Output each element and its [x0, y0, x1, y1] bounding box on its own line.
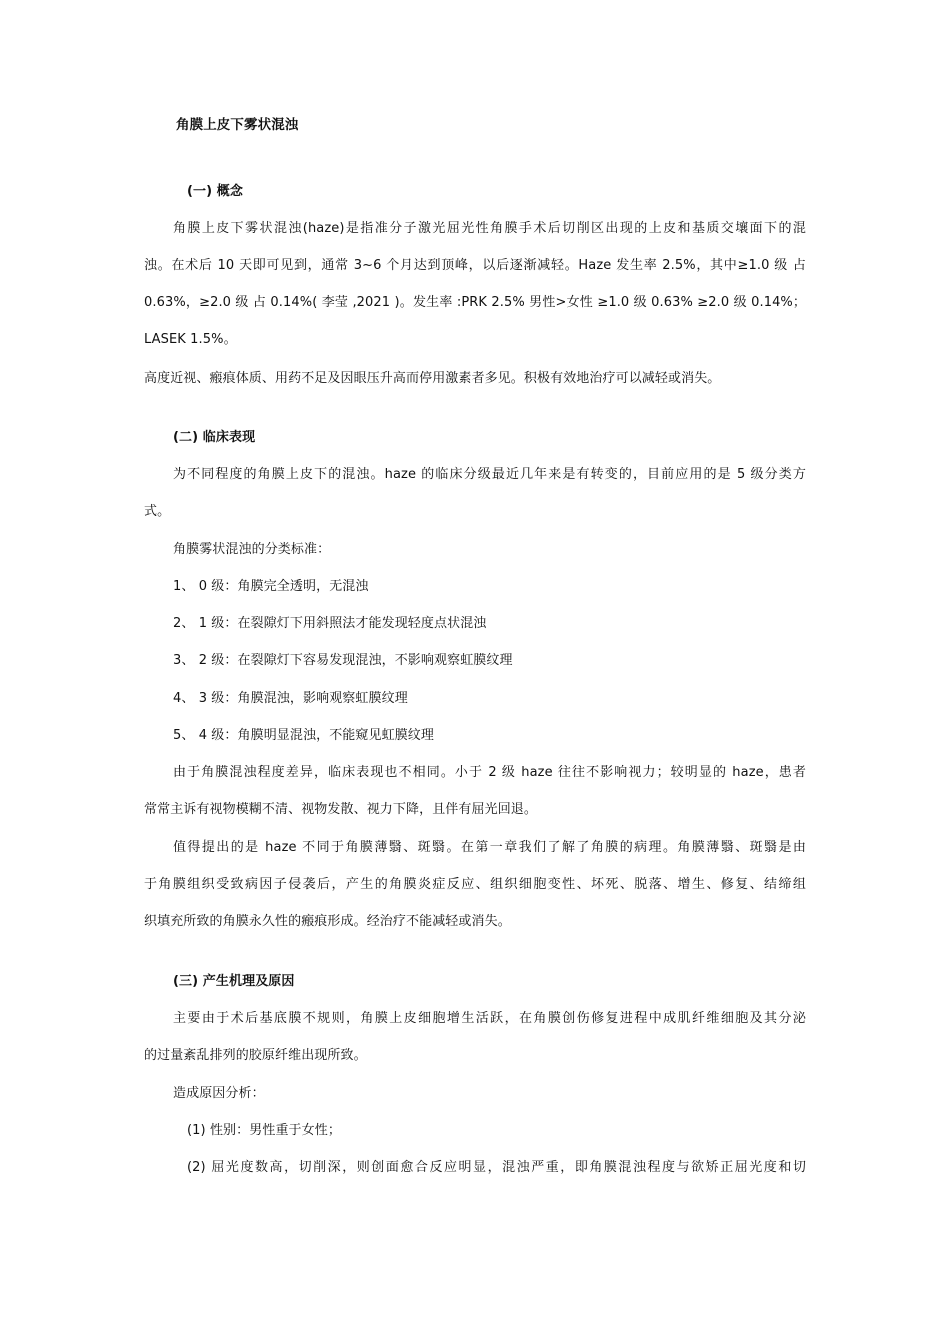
- grade-list-item: 3、 2 级：在裂隙灯下容易发现混浊，不影响观察虹膜纹理: [173, 653, 513, 668]
- paragraph-line: LASEK 1.5%。: [144, 332, 237, 347]
- paragraph-line: 浊。在术后 10 天即可见到，通常 3~6 个月达到顶峰，以后逐渐减轻。Haze 发生率 2.5%，其中≥1.0 级 占: [144, 258, 806, 273]
- paragraph-line: 角膜上皮下雾状混浊(haze)是指准分子激光屈光性角膜手术后切削区出现的上皮和基质交壤面下的混: [173, 221, 806, 236]
- document-title: 角膜上皮下雾状混浊: [176, 117, 299, 133]
- grade-list-item: 1、 0 级：角膜完全透明，无混浊: [173, 579, 369, 594]
- paragraph-line: 角膜雾状混浊的分类标准：: [173, 542, 331, 557]
- cause-list-item: (1) 性别：男性重于女性；: [187, 1123, 341, 1138]
- grade-list-item: 2、 1 级：在裂隙灯下用斜照法才能发现轻度点状混浊: [173, 616, 487, 631]
- paragraph-line: 主要由于术后基底膜不规则，角膜上皮细胞增生活跃，在角膜创伤修复进程中成肌纤维细胞及其分泌: [173, 1011, 806, 1026]
- paragraph-line: 织填充所致的角膜永久性的瘢痕形成。经治疗不能减轻或消失。: [144, 914, 511, 929]
- section-heading-concept: (一) 概念: [187, 184, 244, 199]
- paragraph-line: 值得提出的是 haze 不同于角膜薄翳、斑翳。在第一章我们了解了角膜的病理。角膜薄翳、斑翳是由: [173, 840, 806, 855]
- grade-list-item: 5、 4 级：角膜明显混浊，不能窥见虹膜纹理: [173, 728, 435, 743]
- paragraph-line: 高度近视、瘢痕体质、用药不足及因眼压升高而停用激素者多见。积极有效地治疗可以减轻或消失。: [144, 371, 721, 386]
- paragraph-line: 的过量紊乱排列的胶原纤维出现所致。: [144, 1048, 367, 1063]
- paragraph-line: 为不同程度的角膜上皮下的混浊。haze 的临床分级最近几年来是有转变的，目前应用的是 5 级分类方: [173, 467, 806, 482]
- paragraph-line: 0.63%，≥2.0 级 占 0.14%( 李莹 ,2021 )。发生率 :PRK 2.5% 男性>女性 ≥1.0 级 0.63% ≥2.0 级 0.14%；: [144, 295, 806, 310]
- paragraph-line: 式。: [144, 504, 171, 519]
- cause-list-item: (2) 屈光度数高，切削深，则创面愈合反应明显，混浊严重，即角膜混浊程度与欲矫正屈光度和切: [187, 1160, 806, 1175]
- paragraph-line: 常常主诉有视物模糊不清、视物发散、视力下降，且伴有屈光回退。: [144, 802, 538, 817]
- section-heading-clinical: (二) 临床表现: [173, 430, 256, 445]
- paragraph-line: 造成原因分析：: [173, 1086, 265, 1101]
- grade-list-item: 4、 3 级：角膜混浊，影响观察虹膜纹理: [173, 691, 408, 706]
- paragraph-line: 由于角膜混浊程度差异，临床表现也不相同。小于 2 级 haze 往往不影响视力；较明显的 haze，患者: [173, 765, 806, 780]
- section-heading-mechanism: (三) 产生机理及原因: [173, 974, 295, 989]
- paragraph-line: 于角膜组织受致病因子侵袭后，产生的角膜炎症反应、组织细胞变性、坏死、脱落、增生、修复、结缔组: [144, 877, 806, 892]
